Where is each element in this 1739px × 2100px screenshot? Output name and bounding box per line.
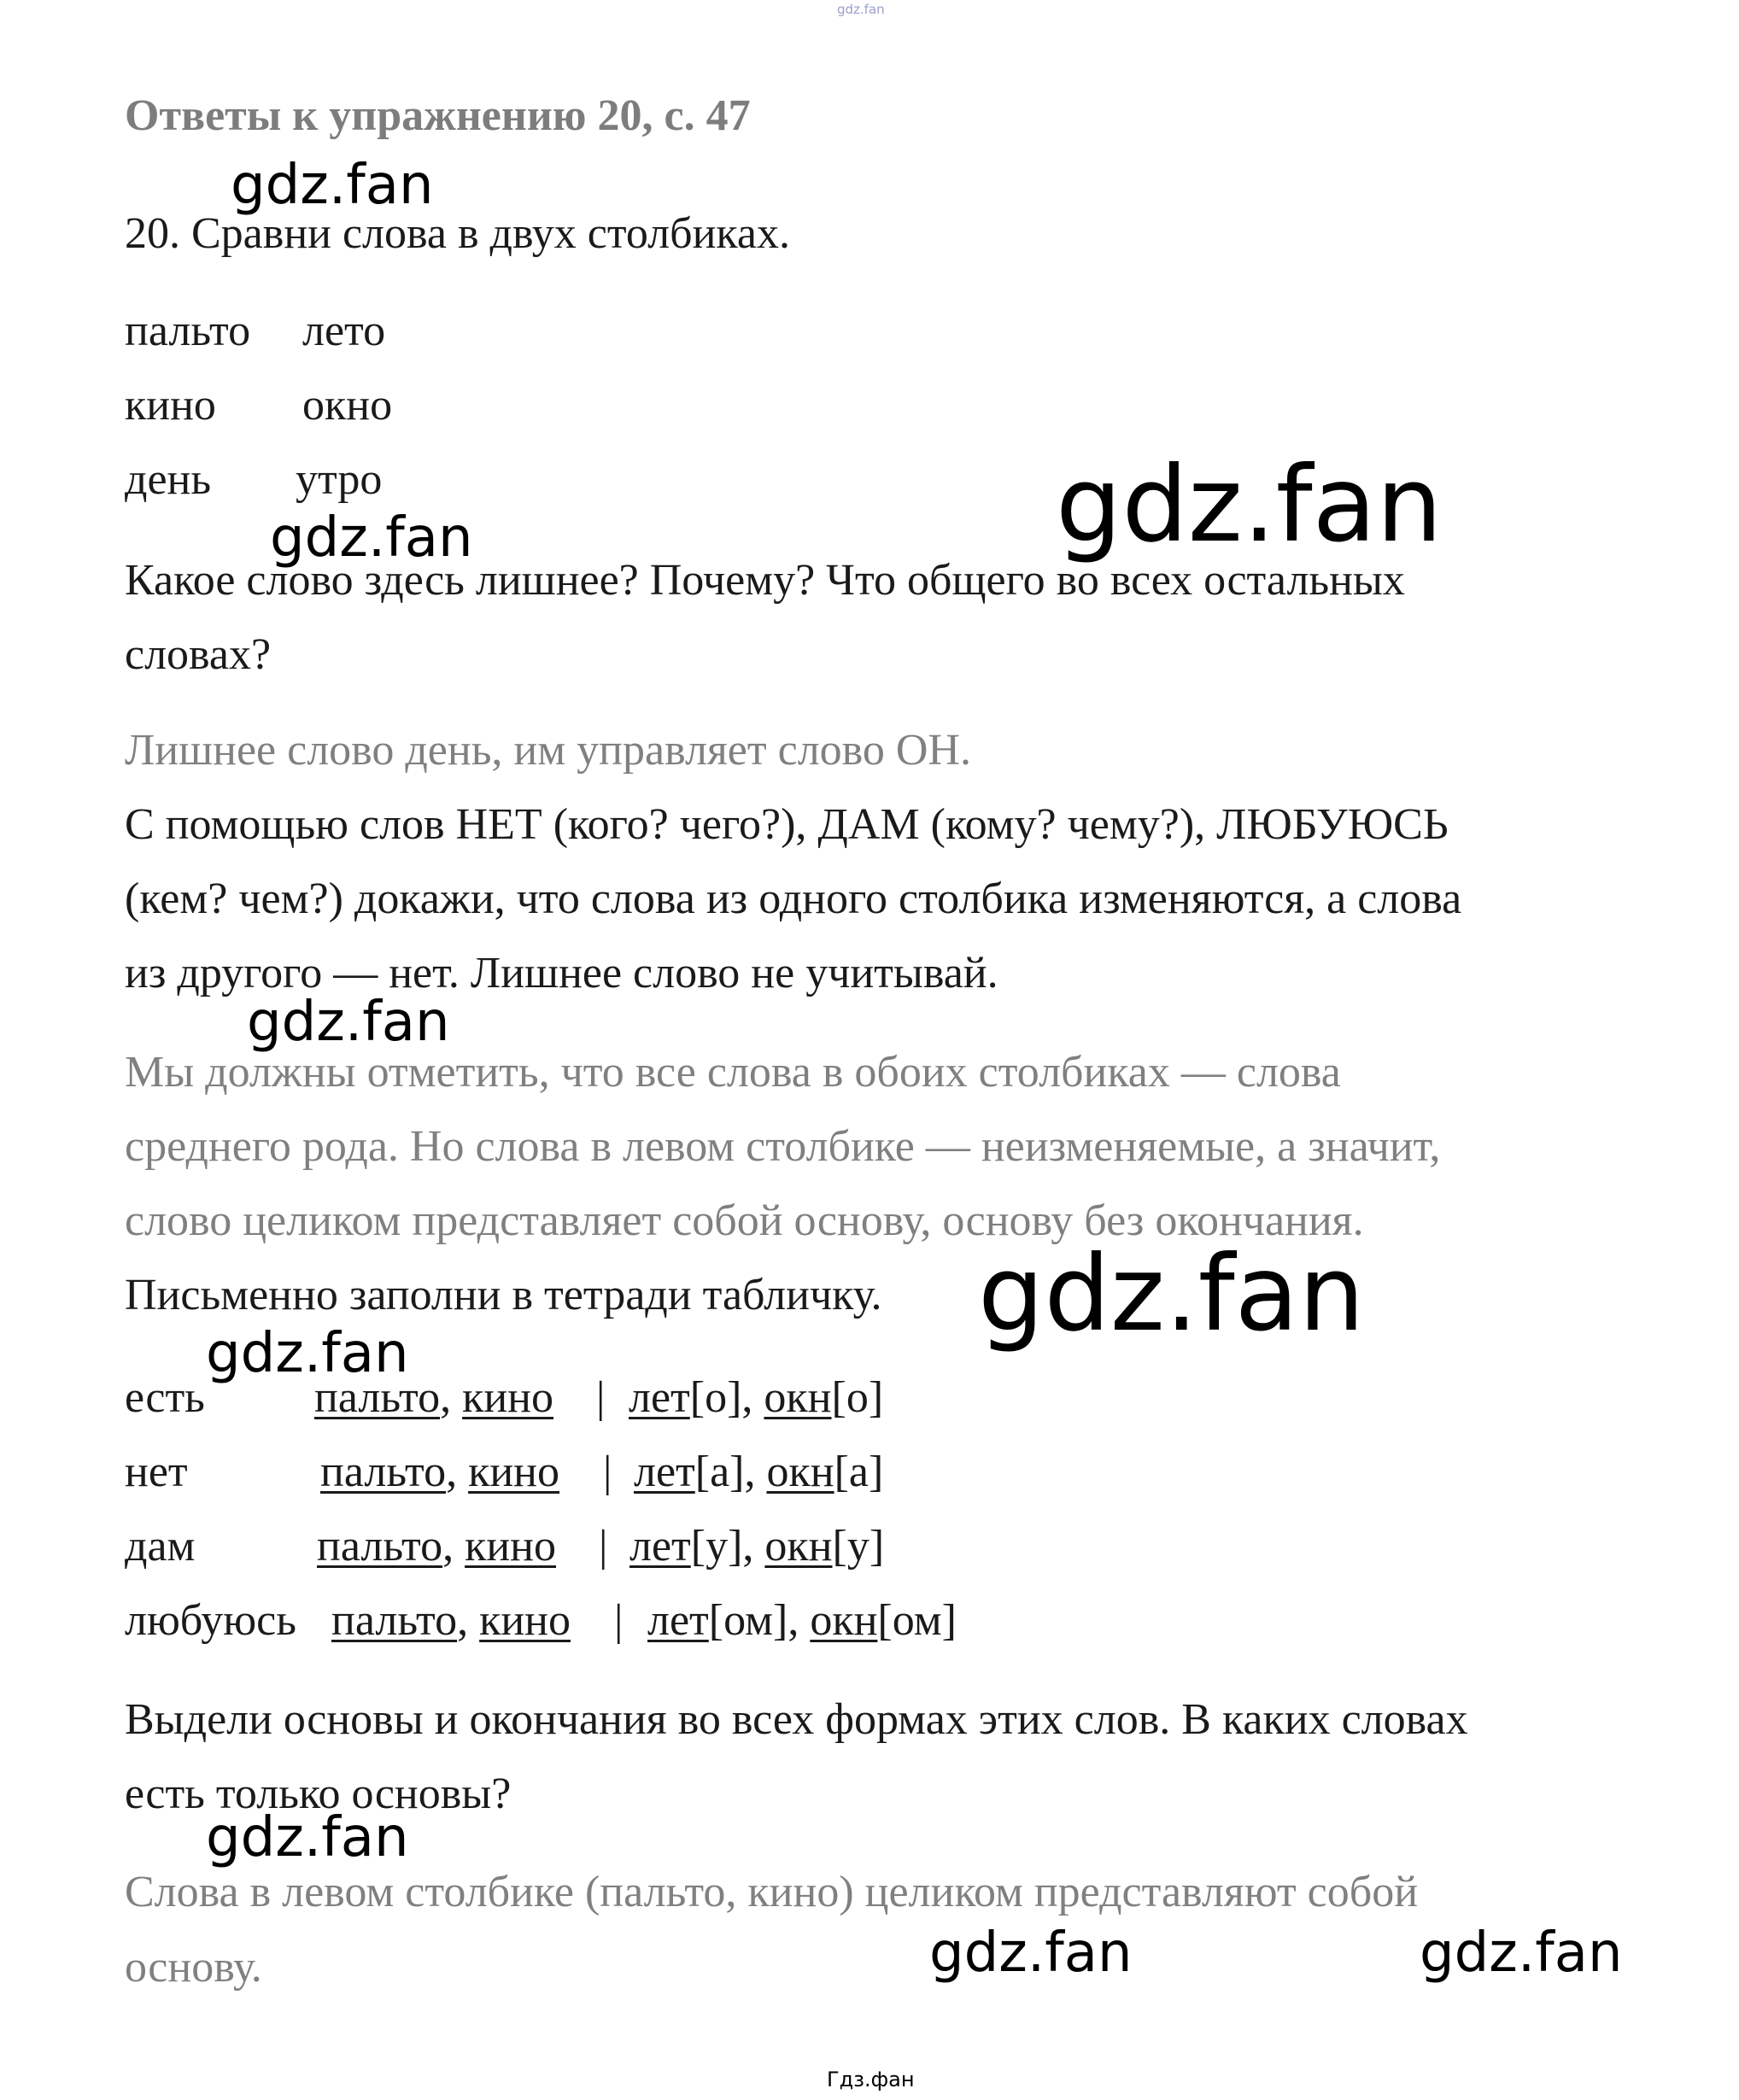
stem: кино [479,1596,571,1645]
ending: [ом] [877,1596,957,1645]
stem: лет [634,1448,695,1496]
right-column-forms: лет[о], окн[о] [629,1373,884,1422]
watermark: gdz.fan [247,991,450,1054]
watermark: gdz.fan [270,506,473,570]
word-right: лето [302,307,386,355]
table-separator: | [599,1522,608,1571]
watermark: gdz.fan [1420,1922,1623,1985]
stem: кино [462,1373,554,1422]
stem: окн [764,1373,832,1422]
page-title: Ответы к упражнению 20, с. 47 [125,91,751,140]
word-row-2 [125,383,552,435]
question-1-line-2: словах? [125,630,272,679]
table-separator: | [596,1373,606,1422]
watermark: gdz.fan [231,154,434,217]
answer-2-line-3: слово целиком представляет собой основу, основу без окончания. [125,1196,1364,1245]
right-column-forms: лет[ом], окн[ом] [647,1596,957,1645]
case-word: дам [125,1522,196,1571]
answer-4-line-2: основу. [125,1943,262,1992]
stem: пальто [331,1596,458,1645]
left-column-forms: пальто, кино [314,1373,554,1422]
task-2-line-2: (кем? чем?) докажи, что слова из одного столбика изменяются, а слова [125,875,1462,923]
word-right: утро [296,455,383,504]
top-watermark: gdz.fan [837,2,885,17]
left-column-forms: пальто, кино [331,1596,571,1645]
case-word: есть [125,1373,205,1422]
case-word: нет [125,1448,188,1496]
task-2-line-1: С помощью слов НЕТ (кого? чего?), ДАМ (кому? чему?), ЛЮБУЮСЬ [125,800,1449,849]
ending: [ом] [708,1596,788,1645]
stem: кино [465,1522,557,1571]
table-row [125,1524,1064,1576]
question-1-line-1: Какое слово здесь лишнее? Почему? Что общего во всех остальных [125,556,1405,605]
stem: пальто [320,1448,447,1496]
answer-2-line-1: Мы должны отметить, что все слова в обоих столбиках — слова [125,1048,1341,1097]
ending: [у] [690,1522,743,1571]
watermark-large: gdz.fan [978,1233,1365,1354]
footer-caption: Гдз.фан [827,2068,915,2091]
case-word: любуюсь [125,1596,296,1645]
answer-4-line-1: Слова в левом столбике (пальто, кино) целиком представляют собой [125,1868,1419,1916]
watermark: gdz.fan [929,1922,1133,1985]
ending: [о] [831,1373,884,1422]
ending: [а] [834,1448,884,1496]
left-column-forms: пальто, кино [317,1522,557,1571]
right-column-forms: лет[у], окн[у] [629,1522,885,1571]
task-4-line-2: есть только основы? [125,1769,512,1818]
table-separator: | [603,1448,612,1496]
task-20-text: 20. Сравни слова в двух столбиках. [125,209,790,258]
word-row-1 [125,309,552,360]
watermark: gdz.fan [206,1322,409,1385]
table-row [125,1450,1064,1501]
answer-1: Лишнее слово день, им управляет слово ОН. [125,726,971,775]
word-left: день [125,455,212,504]
table-separator: | [614,1596,624,1645]
task-4-line-1: Выдели основы и окончания во всех формах этих слов. В каких словах [125,1695,1468,1744]
stem: лет [647,1596,709,1645]
word-left: кино [125,381,216,430]
stem: окн [810,1596,878,1645]
right-column-forms: лет[а], окн[а] [634,1448,884,1496]
task-3-text: Письменно заполни в тетради табличку. [125,1271,882,1319]
left-column-forms: пальто, кино [320,1448,560,1496]
stem: окн [766,1448,834,1496]
word-row-3 [125,455,552,509]
ending: [о] [689,1373,742,1422]
stem: окн [764,1522,833,1571]
watermark: gdz.fan [206,1806,409,1869]
answer-2-line-2: среднего рода. Но слова в левом столбике — неизменяемые, а значит, [125,1122,1441,1171]
stem: лет [629,1522,691,1571]
stem: кино [468,1448,560,1496]
table-row [125,1596,1081,1650]
word-right: окно [302,381,393,430]
ending: [а] [694,1448,745,1496]
stem: пальто [317,1522,443,1571]
ending: [у] [832,1522,885,1571]
watermark-large: gdz.fan [1056,444,1443,565]
stem: пальто [314,1373,441,1422]
stem: лет [629,1373,690,1422]
word-left: пальто [125,307,251,355]
task-2-line-3: из другого — нет. Лишнее слово не учитывай. [125,949,998,997]
